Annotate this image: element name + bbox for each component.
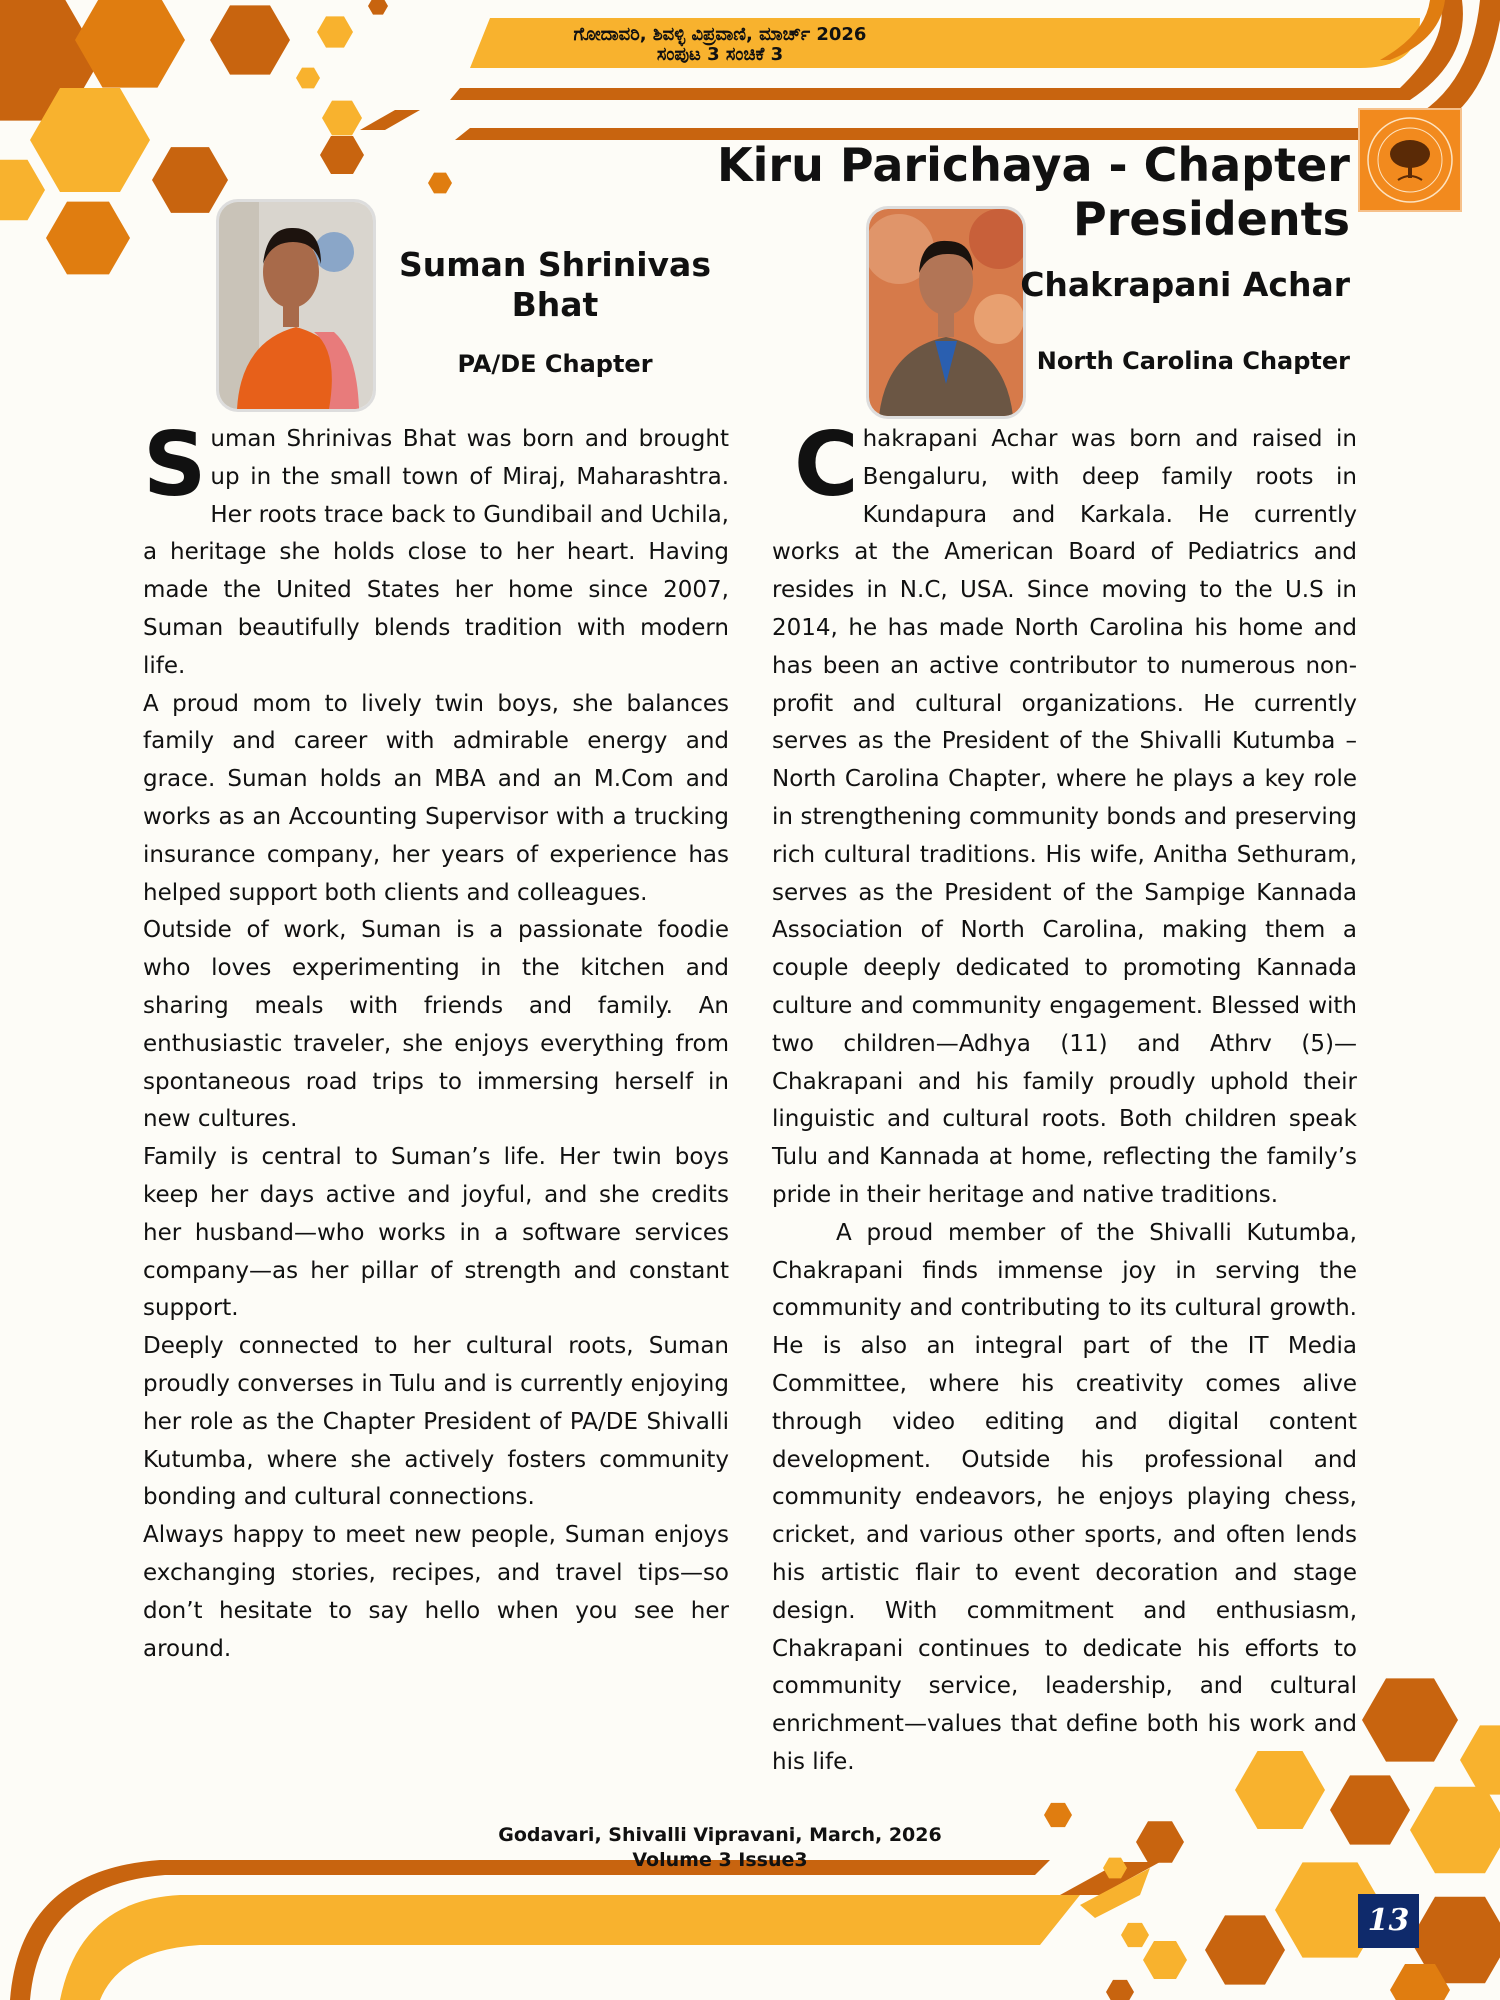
header-line-2: ಸಂಪುಟ 3 ಸಂಚಿಕೆ 3	[656, 44, 784, 65]
suman-bio-paragraph: A proud mom to lively twin boys, she balances family and career with admirable energy and grace. Suman holds an MBA and an M.Com and works as an Accounting Supervisor with a trucking insurance company, her years of experience has helped support both clients and colleagues.	[143, 690, 729, 906]
chakrapani-chapter: North Carolina Chapter	[1036, 347, 1350, 375]
suman-bio-paragraph: Outside of work, Suman is a passionate foodie who loves experimenting in the kitchen and sharing meals with friends and family. An enthusiastic traveler, she enjoys everything from spontaneous road trips to immersing herself in new cultures.	[143, 917, 729, 1133]
chakrapani-bio-paragraph: A proud member of the Shivalli Kutumba, Chakrapani finds immense joy in serving the community and contributing to its cultural growth. He is also an integral part of the IT Media Committee, where his creativity comes alive through video editing and digital content development. Outside his professional and community endeavors, he enjoys playing chess, cricket, and various other sports, and often lends his artistic flair to event decoration and stage design. With commitment and enthusiasm, Chakrapani continues to dedicate his efforts to community service, leadership, and cultural enrichment—values that define both his work and his life.	[772, 1219, 1357, 1775]
chakrapani-bio-column	[772, 413, 1357, 1782]
portrait-man-icon	[869, 209, 1023, 416]
suman-name-line-1: Suman Shrinivas	[399, 245, 711, 284]
portrait-woman-icon	[219, 202, 373, 409]
suman-bio-paragraph: Suman Shrinivas Bhat was born and brought up in the small town of Miraj, Maharashtra. Her roots trace back to Gundibail and Uchila, a heritage she holds close to her heart. Having made the United States her home since 2007, Suman beautifully blends tradition with modern life.	[143, 413, 729, 679]
header-swoosh	[360, 0, 1500, 140]
suman-drop-cap: S	[143, 413, 207, 516]
footer-line-1: Godavari, Shivalli Vipravani, March, 2026	[498, 1824, 942, 1846]
suman-bio-paragraph: Always happy to meet new people, Suman enjoys exchanging stories, recipes, and travel tips—so don’t hesitate to say hello when you see her around.	[143, 1522, 729, 1662]
footer-issue	[440, 1823, 1000, 1873]
chakrapani-name: Chakrapani Achar	[1020, 265, 1350, 304]
header-line-1: ಗೋದಾವರಿ, ಶಿವಳ್ಳಿ ವಿಪ್ರವಾಣಿ, ಮಾರ್ಚ್ 2026	[573, 24, 867, 45]
suman-portrait-photo	[216, 199, 376, 412]
suman-bio-paragraph: Deeply connected to her cultural roots, Suman proudly converses in Tulu and is currently enjoying her role as the Chapter President of PA/DE Shivalli Kutumba, where she actively fosters community bonding and cultural connections.	[143, 1333, 729, 1511]
chakrapani-drop-cap: C	[794, 413, 859, 516]
chakrapani-portrait-photo	[866, 206, 1026, 419]
suman-chapter: PA/DE Chapter	[457, 350, 653, 378]
shivalli-kutumba-logo	[1358, 108, 1462, 212]
suman-bio-column	[143, 413, 729, 1668]
chakrapani-bio-paragraph: Chakrapani Achar was born and raised in Bengaluru, with deep family roots in Kundapura and Karkala. He currently works at the American Board of Pediatrics and resides in N.C, USA. Since moving to the U.S in 2014, he has made North Carolina his home and has been an active contributor to numerous non-profit and cultural organizations. He currently serves as the President of the Shivalli Kutumba – North Carolina Chapter, where he plays a key role in strengthening community bonds and preserving rich cultural traditions. His wife, Anitha Sethuram, serves as the President of the Sampige Kannada Association of North Carolina, making them a couple deeply dedicated to promoting Kannada culture and community engagement. Blessed with two children—Adhya (11) and Athrv (5)—Chakrapani and his family proudly uphold their linguistic and cultural roots. Both children speak Tulu and Kannada at home, reflecting the family’s pride in their heritage and native traditions.	[772, 413, 1357, 1208]
suman-name-line-2: Bhat	[511, 285, 599, 324]
page-title: Kiru Parichaya - Chapter Presidents	[717, 138, 1350, 246]
suman-name	[380, 245, 730, 325]
tree-icon	[1360, 110, 1460, 210]
footer-swoosh	[10, 1860, 1160, 2000]
suman-bio-paragraph: Family is central to Suman’s life. Her twin boys keep her days active and joyful, and she credits her husband—who works in a software services company—as her pillar of strength and constant support.	[143, 1144, 729, 1322]
page-number-badge: 13	[1358, 1894, 1419, 1948]
footer-line-2: Volume 3 Issue3	[632, 1849, 808, 1871]
header-issue-kannada	[470, 25, 970, 65]
